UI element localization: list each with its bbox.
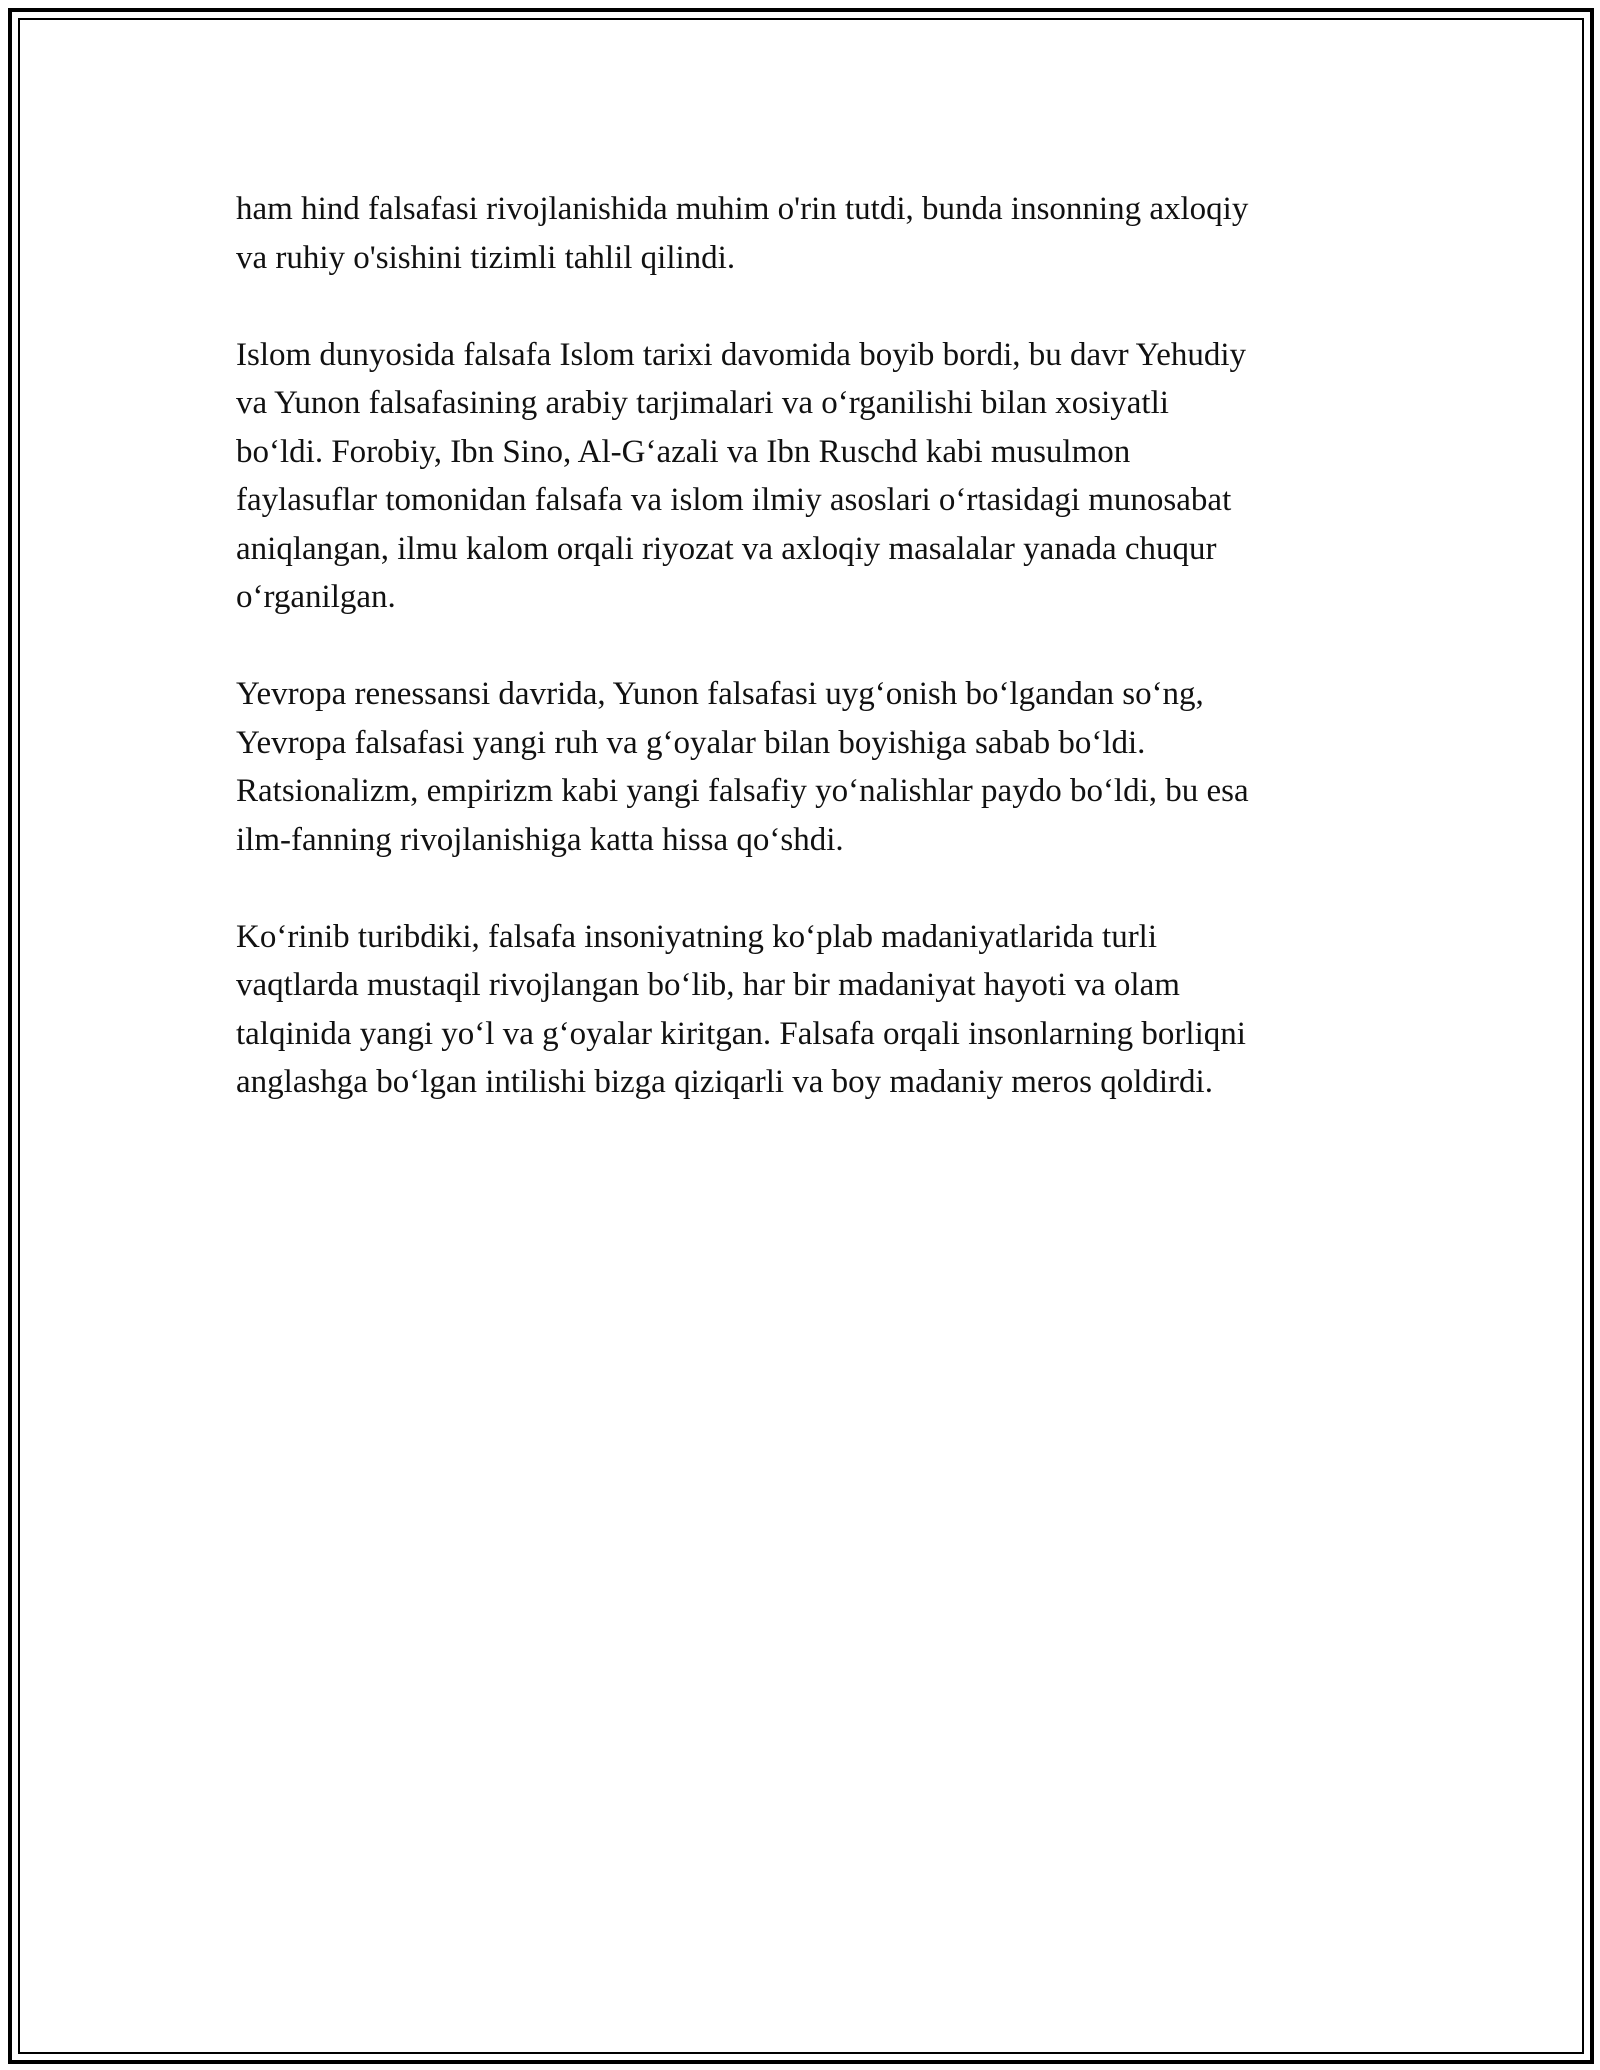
paragraph-2: Islom dunyosida falsafa Islom tarixi davomida boyib bordi, bu davr Yehudiy va Yunon falsafasining arabiy tarjimalari va o‘rganilishi bilan xosiyatli bo‘ldi. Forobiy, Ibn Sino, Al-G‘azali va Ibn Ruschd kabi musulmon faylasuflar tomonidan falsafa va islom ilmiy asoslari o‘rtasidagi munosabat aniqlangan, ilmu kalom orqali riyozat va axloqiy masalalar yanada chuqur o‘rganilgan.: [236, 336, 1247, 615]
paragraph-3: Yevropa renessansi davrida, Yunon falsafasi uyg‘onish bo‘lgandan so‘ng, Yevropa falsafasi yangi ruh va g‘oyalar bilan boyishiga sabab bo‘ldi. Ratsionalizm, empirizm kabi yangi falsafiy yo‘nalishlar paydo bo‘ldi, bu esa ilm-fanning rivojlanishiga katta hissa qo‘shdi.: [236, 676, 1249, 858]
document-body: [236, 185, 1376, 1155]
paragraph-1: ham hind falsafasi rivojlanishida muhim o'rin tutdi, bunda insonning axloqiy va ruhiy o'sishini tizimli tahlil qilindi.: [236, 191, 1249, 276]
paragraph-4: Ko‘rinib turibdiki, falsafa insoniyatning ko‘plab madaniyatlarida turli vaqtlarda mustaqil rivojlangan bo‘lib, har bir madaniyat hayoti va olam talqinida yangi yo‘l va g‘oyalar kiritgan. Falsafa orqali insonlarning borliqni anglashga bo‘lgan intilishi bizga qiziqarli va boy madaniy meros qoldirdi.: [236, 918, 1246, 1100]
